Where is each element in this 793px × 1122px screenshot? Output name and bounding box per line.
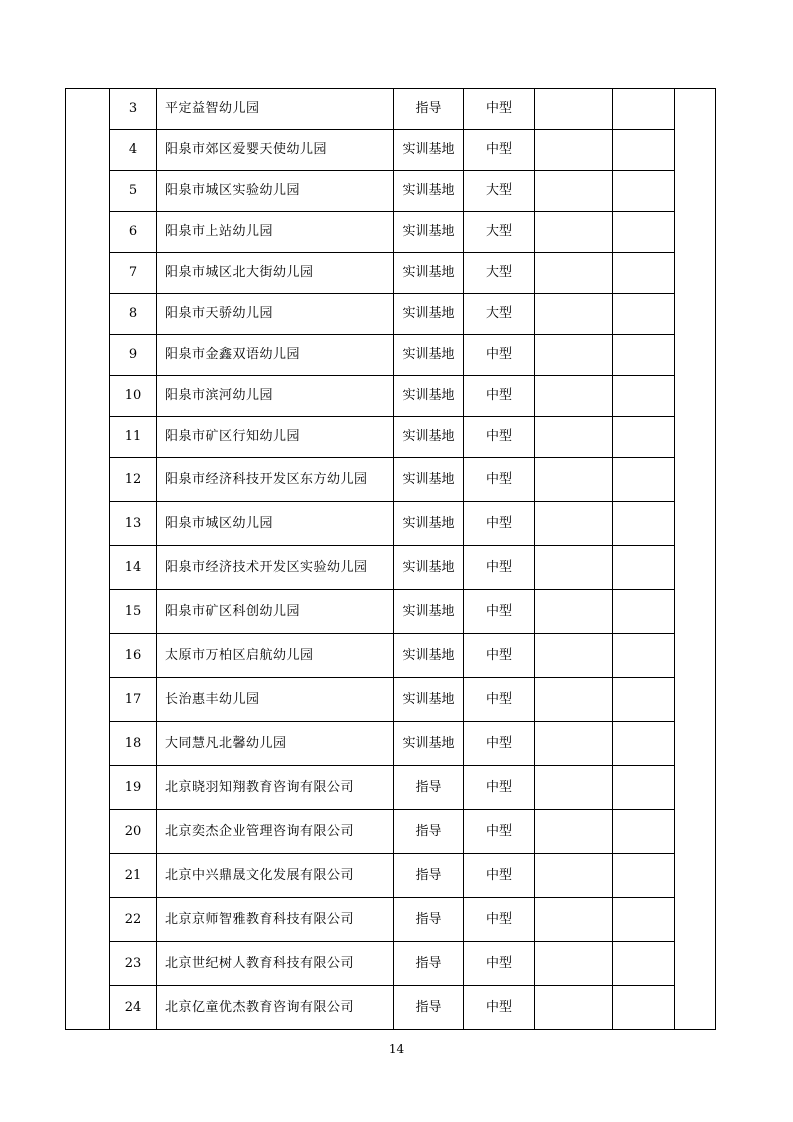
row-number: 13 xyxy=(110,502,157,546)
empty-cell xyxy=(535,253,613,294)
empty-cell xyxy=(535,854,613,898)
empty-cell xyxy=(613,942,675,986)
cooperation-type: 实训基地 xyxy=(394,417,464,458)
outer-left-cell xyxy=(66,89,110,130)
institution-name: 太原市万柏区启航幼儿园 xyxy=(157,634,394,678)
cooperation-type: 实训基地 xyxy=(394,634,464,678)
institution-size: 中型 xyxy=(464,590,535,634)
outer-right-cell xyxy=(675,502,716,546)
cooperation-type: 指导 xyxy=(394,766,464,810)
institution-name: 阳泉市矿区行知幼儿园 xyxy=(157,417,394,458)
outer-left-cell xyxy=(66,898,110,942)
empty-cell xyxy=(535,458,613,502)
table-row xyxy=(66,212,716,253)
institution-size: 中型 xyxy=(464,376,535,417)
empty-cell xyxy=(535,590,613,634)
empty-cell xyxy=(535,986,613,1030)
outer-left-cell xyxy=(66,986,110,1030)
outer-left-cell xyxy=(66,212,110,253)
row-number: 5 xyxy=(110,171,157,212)
cooperation-type: 实训基地 xyxy=(394,502,464,546)
institution-name: 北京奕杰企业管理咨询有限公司 xyxy=(157,810,394,854)
cooperation-type: 实训基地 xyxy=(394,335,464,376)
empty-cell xyxy=(613,335,675,376)
table-row xyxy=(66,130,716,171)
empty-cell xyxy=(535,502,613,546)
outer-left-cell xyxy=(66,766,110,810)
row-number: 6 xyxy=(110,212,157,253)
table-row xyxy=(66,502,716,546)
institution-name: 北京世纪树人教育科技有限公司 xyxy=(157,942,394,986)
outer-right-cell xyxy=(675,722,716,766)
outer-left-cell xyxy=(66,294,110,335)
empty-cell xyxy=(613,89,675,130)
institution-name: 北京亿童优杰教育咨询有限公司 xyxy=(157,986,394,1030)
table-row xyxy=(66,335,716,376)
outer-right-cell xyxy=(675,458,716,502)
row-number: 19 xyxy=(110,766,157,810)
institution-size: 大型 xyxy=(464,171,535,212)
empty-cell xyxy=(613,294,675,335)
table-row xyxy=(66,171,716,212)
table-row xyxy=(66,417,716,458)
institution-name: 北京中兴鼎晟文化发展有限公司 xyxy=(157,854,394,898)
cooperation-type: 指导 xyxy=(394,942,464,986)
row-number: 16 xyxy=(110,634,157,678)
table-row xyxy=(66,294,716,335)
row-number: 14 xyxy=(110,546,157,590)
outer-right-cell xyxy=(675,417,716,458)
empty-cell xyxy=(613,722,675,766)
table-row xyxy=(66,898,716,942)
outer-left-cell xyxy=(66,335,110,376)
empty-cell xyxy=(613,253,675,294)
institution-name: 阳泉市上站幼儿园 xyxy=(157,212,394,253)
empty-cell xyxy=(535,171,613,212)
empty-cell xyxy=(613,130,675,171)
empty-cell xyxy=(535,89,613,130)
cooperation-type: 实训基地 xyxy=(394,590,464,634)
outer-right-cell xyxy=(675,810,716,854)
empty-cell xyxy=(613,502,675,546)
institution-name: 阳泉市金鑫双语幼儿园 xyxy=(157,335,394,376)
outer-left-cell xyxy=(66,376,110,417)
empty-cell xyxy=(613,458,675,502)
institution-size: 中型 xyxy=(464,130,535,171)
institution-name: 平定益智幼儿园 xyxy=(157,89,394,130)
empty-cell xyxy=(535,634,613,678)
outer-left-cell xyxy=(66,722,110,766)
outer-left-cell xyxy=(66,130,110,171)
empty-cell xyxy=(535,130,613,171)
row-number: 10 xyxy=(110,376,157,417)
row-number: 15 xyxy=(110,590,157,634)
cooperation-type: 实训基地 xyxy=(394,253,464,294)
institution-size: 中型 xyxy=(464,417,535,458)
empty-cell xyxy=(535,335,613,376)
outer-right-cell xyxy=(675,294,716,335)
cooperation-type: 指导 xyxy=(394,89,464,130)
outer-right-cell xyxy=(675,130,716,171)
institution-table xyxy=(65,88,716,1030)
cooperation-type: 指导 xyxy=(394,810,464,854)
outer-right-cell xyxy=(675,634,716,678)
outer-left-cell xyxy=(66,590,110,634)
row-number: 3 xyxy=(110,89,157,130)
outer-right-cell xyxy=(675,942,716,986)
outer-left-cell xyxy=(66,854,110,898)
institution-size: 中型 xyxy=(464,678,535,722)
table-row xyxy=(66,253,716,294)
empty-cell xyxy=(535,294,613,335)
outer-right-cell xyxy=(675,376,716,417)
table-row xyxy=(66,89,716,130)
outer-left-cell xyxy=(66,810,110,854)
institution-name: 阳泉市经济科技开发区东方幼儿园 xyxy=(157,458,394,502)
outer-left-cell xyxy=(66,171,110,212)
empty-cell xyxy=(535,722,613,766)
cooperation-type: 实训基地 xyxy=(394,458,464,502)
institution-name: 阳泉市滨河幼儿园 xyxy=(157,376,394,417)
institution-size: 中型 xyxy=(464,634,535,678)
row-number: 12 xyxy=(110,458,157,502)
empty-cell xyxy=(613,634,675,678)
institution-size: 中型 xyxy=(464,766,535,810)
institution-size: 中型 xyxy=(464,502,535,546)
outer-right-cell xyxy=(675,678,716,722)
institution-size: 大型 xyxy=(464,212,535,253)
institution-size: 中型 xyxy=(464,854,535,898)
row-number: 22 xyxy=(110,898,157,942)
outer-right-cell xyxy=(675,546,716,590)
institution-name: 大同慧凡北馨幼儿园 xyxy=(157,722,394,766)
institution-name: 北京晓羽知翔教育咨询有限公司 xyxy=(157,766,394,810)
outer-right-cell xyxy=(675,335,716,376)
institution-name: 阳泉市城区幼儿园 xyxy=(157,502,394,546)
institution-size: 大型 xyxy=(464,253,535,294)
empty-cell xyxy=(613,212,675,253)
row-number: 8 xyxy=(110,294,157,335)
institution-size: 中型 xyxy=(464,89,535,130)
outer-right-cell xyxy=(675,590,716,634)
cooperation-type: 实训基地 xyxy=(394,722,464,766)
empty-cell xyxy=(535,376,613,417)
empty-cell xyxy=(535,766,613,810)
table-row xyxy=(66,942,716,986)
cooperation-type: 实训基地 xyxy=(394,546,464,590)
outer-left-cell xyxy=(66,458,110,502)
outer-right-cell xyxy=(675,766,716,810)
row-number: 18 xyxy=(110,722,157,766)
row-number: 24 xyxy=(110,986,157,1030)
empty-cell xyxy=(613,171,675,212)
table-row xyxy=(66,634,716,678)
institution-size: 中型 xyxy=(464,810,535,854)
empty-cell xyxy=(535,546,613,590)
empty-cell xyxy=(613,854,675,898)
institution-size: 中型 xyxy=(464,335,535,376)
institution-size: 中型 xyxy=(464,546,535,590)
empty-cell xyxy=(613,546,675,590)
outer-right-cell xyxy=(675,171,716,212)
table-row xyxy=(66,854,716,898)
outer-right-cell xyxy=(675,898,716,942)
table-row xyxy=(66,766,716,810)
cooperation-type: 实训基地 xyxy=(394,171,464,212)
table-row xyxy=(66,810,716,854)
cooperation-type: 实训基地 xyxy=(394,294,464,335)
empty-cell xyxy=(613,766,675,810)
outer-right-cell xyxy=(675,212,716,253)
outer-right-cell xyxy=(675,253,716,294)
institution-name: 阳泉市天骄幼儿园 xyxy=(157,294,394,335)
outer-left-cell xyxy=(66,502,110,546)
row-number: 17 xyxy=(110,678,157,722)
cooperation-type: 指导 xyxy=(394,898,464,942)
empty-cell xyxy=(613,986,675,1030)
institution-name: 阳泉市城区实验幼儿园 xyxy=(157,171,394,212)
empty-cell xyxy=(613,590,675,634)
outer-right-cell xyxy=(675,986,716,1030)
outer-left-cell xyxy=(66,678,110,722)
empty-cell xyxy=(613,376,675,417)
institution-name: 阳泉市经济技术开发区实验幼儿园 xyxy=(157,546,394,590)
table-body xyxy=(66,89,716,1030)
institution-name: 北京京师智雅教育科技有限公司 xyxy=(157,898,394,942)
institution-name: 阳泉市矿区科创幼儿园 xyxy=(157,590,394,634)
empty-cell xyxy=(613,678,675,722)
empty-cell xyxy=(535,898,613,942)
table-row xyxy=(66,458,716,502)
row-number: 21 xyxy=(110,854,157,898)
row-number: 4 xyxy=(110,130,157,171)
outer-right-cell xyxy=(675,854,716,898)
cooperation-type: 实训基地 xyxy=(394,130,464,171)
cooperation-type: 指导 xyxy=(394,986,464,1030)
empty-cell xyxy=(535,810,613,854)
empty-cell xyxy=(613,898,675,942)
cooperation-type: 实训基地 xyxy=(394,212,464,253)
table-row xyxy=(66,546,716,590)
outer-left-cell xyxy=(66,417,110,458)
institution-name: 阳泉市郊区爱婴天使幼儿园 xyxy=(157,130,394,171)
outer-left-cell xyxy=(66,253,110,294)
row-number: 7 xyxy=(110,253,157,294)
row-number: 20 xyxy=(110,810,157,854)
page-number: 14 xyxy=(388,1042,405,1056)
table-row xyxy=(66,376,716,417)
empty-cell xyxy=(535,417,613,458)
institution-size: 大型 xyxy=(464,294,535,335)
row-number: 9 xyxy=(110,335,157,376)
table-row xyxy=(66,590,716,634)
institution-size: 中型 xyxy=(464,986,535,1030)
outer-left-cell xyxy=(66,546,110,590)
institution-size: 中型 xyxy=(464,898,535,942)
cooperation-type: 实训基地 xyxy=(394,376,464,417)
table-row xyxy=(66,722,716,766)
outer-right-cell xyxy=(675,89,716,130)
empty-cell xyxy=(613,810,675,854)
empty-cell xyxy=(535,678,613,722)
outer-left-cell xyxy=(66,634,110,678)
table-row xyxy=(66,986,716,1030)
cooperation-type: 实训基地 xyxy=(394,678,464,722)
row-number: 23 xyxy=(110,942,157,986)
institution-name: 长治惠丰幼儿园 xyxy=(157,678,394,722)
empty-cell xyxy=(535,212,613,253)
institution-name: 阳泉市城区北大街幼儿园 xyxy=(157,253,394,294)
institution-size: 中型 xyxy=(464,722,535,766)
empty-cell xyxy=(535,942,613,986)
table-row xyxy=(66,678,716,722)
cooperation-type: 指导 xyxy=(394,854,464,898)
institution-size: 中型 xyxy=(464,458,535,502)
empty-cell xyxy=(613,417,675,458)
outer-left-cell xyxy=(66,942,110,986)
row-number: 11 xyxy=(110,417,157,458)
institution-size: 中型 xyxy=(464,942,535,986)
